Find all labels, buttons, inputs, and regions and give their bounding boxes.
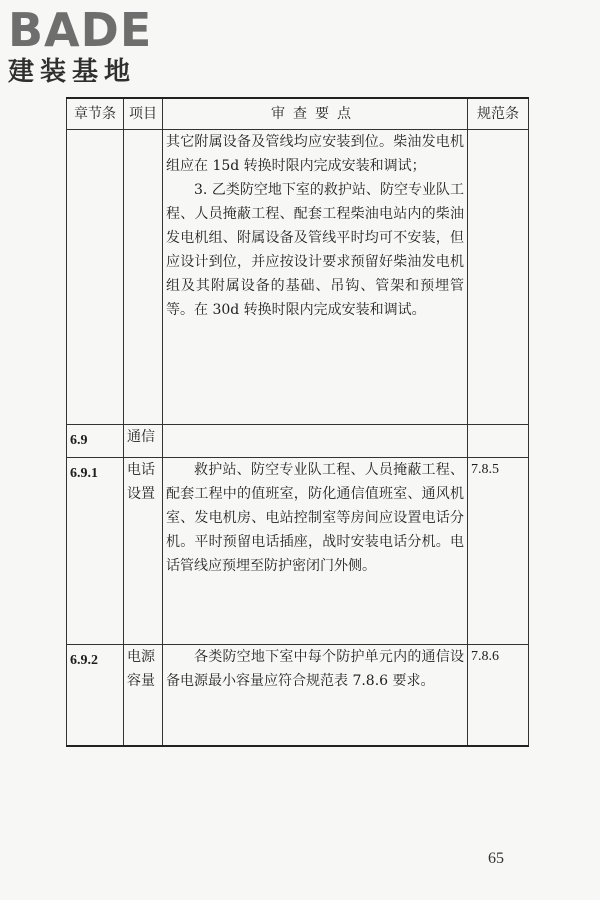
logo-subtitle: 建装基地 [8,57,137,87]
table-row [67,130,529,425]
page-number: 65 [488,850,504,867]
row-spec: 7.8.5 [468,458,529,645]
logo-wordmark: BADE [8,3,153,57]
row-item: 电源容量 [124,645,163,747]
row-spec: 7.8.6 [468,645,529,747]
row-section: 6.9.2 [67,645,124,747]
row-spec [468,425,529,458]
table-row [67,425,529,458]
review-table [66,97,529,747]
key-point-paragraph: 3. 乙类防空地下室的救护站、防空专业队工程、人员掩蔽工程、配套工程柴油电站内的柴油发电机组、附属设备及管线平时均可不安装，但应设计到位，并应按设计要求预留好柴油发电机组及其附属设备的基础、吊钩、管架和预埋管等。在 30d 转换时限内完成安装和调试。 [166,182,464,318]
header-item: 项目 [124,98,163,130]
row-item [124,130,163,425]
row-item: 电话设置 [124,458,163,645]
key-point-paragraph: 救护站、防空专业队工程、人员掩蔽工程、配套工程中的值班室，防化通信值班室、通风机室、发电机房、电站控制室等房间应设置电话分机。平时预留电话插座，战时安装电话分机。电话管线应预埋至防护密闭门外侧。 [166,462,464,574]
header-section: 章节条 [67,98,124,130]
header-spec: 规范条 [468,98,529,130]
row-section: 6.9 [67,425,124,458]
key-point-paragraph: 各类防空地下室中每个防护单元内的通信设备电源最小容量应符合规范表 7.8.6 要求。 [166,649,464,689]
row-key-points [163,130,468,425]
table-row [67,645,529,747]
table-header-row [67,98,529,130]
row-key-points [163,645,468,747]
row-spec [468,130,529,425]
key-point-paragraph: 其它附属设备及管线均应安装到位。柴油发电机组应在 15d 转换时限内完成安装和调试； [166,134,464,174]
row-item: 通信 [124,425,163,458]
row-key-points [163,458,468,645]
row-key-points [163,425,468,458]
row-section: 6.9.1 [67,458,124,645]
row-section [67,130,124,425]
header-key-points: 审查要点 [163,98,468,130]
table-row [67,458,529,645]
logo [8,3,183,88]
